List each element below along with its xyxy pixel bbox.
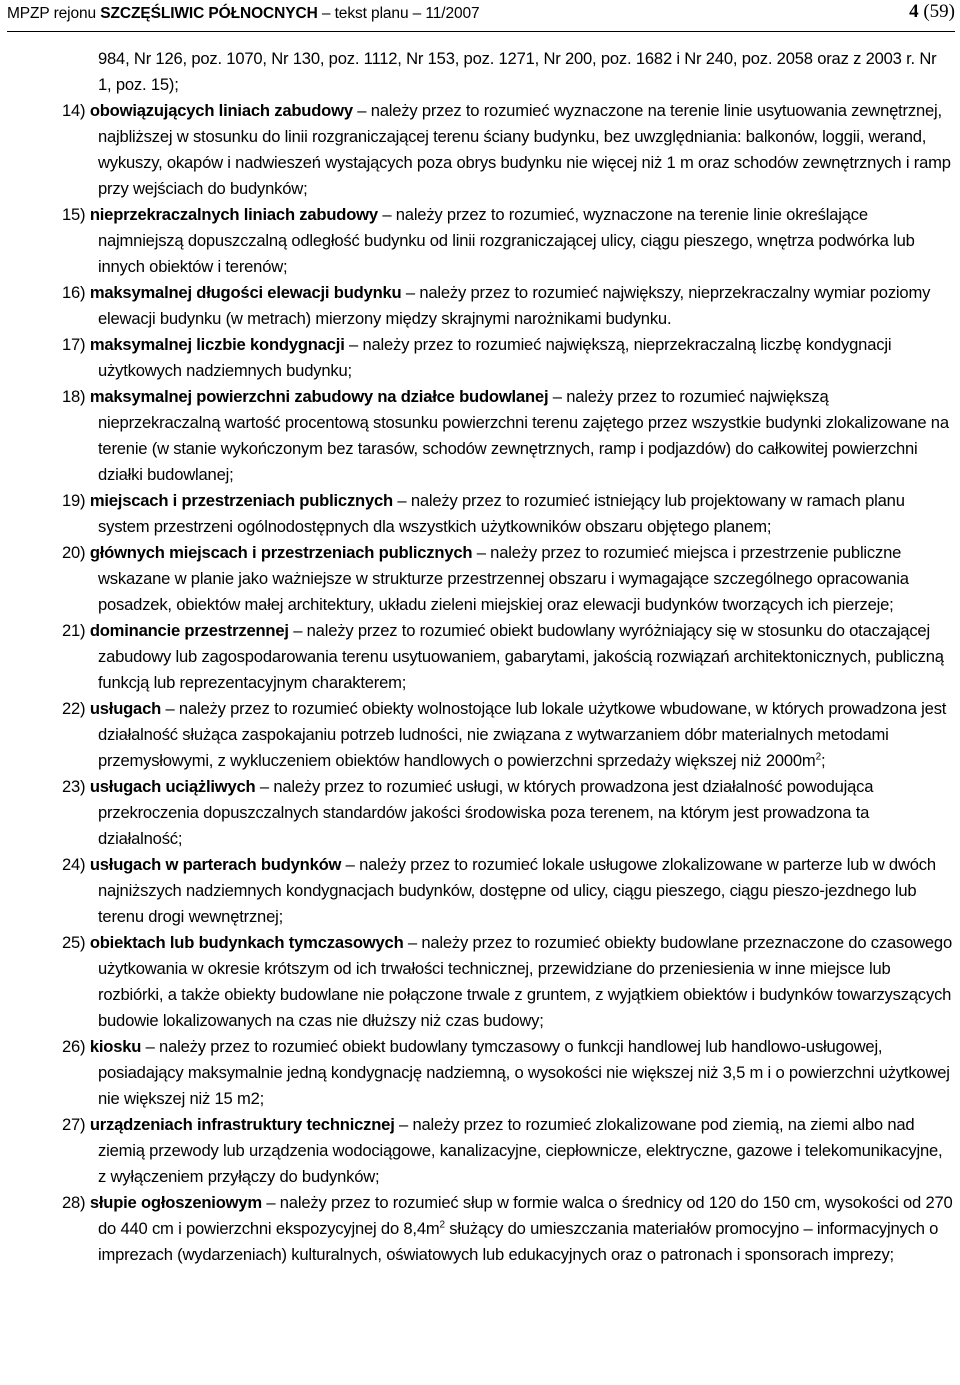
definition-text: – należy przez to rozumieć największą nieprzekraczalną wartość procentową stosunku powierzchni terenu zajętego przez wszystkie budynki zlokalizowane na terenie (w stanie wykończonym bez tarasów, schodów zewnętrznych, ramp i podjazdów) do całkowitej powierzchni działki budowlanej; (98, 387, 949, 484)
definition-text: – należy przez to rozumieć miejsca i przestrzenie publiczne wskazane w planie jako ważniejsze w strukturze przestrzennej obszaru i wymagające szczególnego opracowania posadzek, obiektów małej architektury, układu zieleni miejskiej oraz elewacji budynków tworzących ich pierzeje; (98, 543, 909, 614)
definition-number: 14) (62, 101, 86, 120)
definition-number: 24) (62, 855, 86, 874)
definition-item (62, 852, 954, 930)
definition-item (62, 332, 954, 384)
definition-item (62, 98, 954, 202)
definition-term: obiektach lub budynkach tymczasowych (89, 933, 404, 952)
definition-text: – należy przez to rozumieć zlokalizowane pod ziemią, na ziemi albo nad ziemią przewody lub urządzenia wodociągowe, kanalizacyjne, ciepłownicze, elektryczne, gazowe i telekomunikacyjne, z wyłączeniem przyłączy do budynków; (98, 1115, 943, 1186)
definition-item (62, 1190, 954, 1268)
definition-item (62, 618, 954, 696)
page-total: (59) (923, 1, 955, 22)
definition-text-after: ; (820, 751, 826, 770)
definition-text: – należy przez to rozumieć wyznaczone na terenie linie usytuowania zewnętrznej, najbliższej w stosunku do linii rozgraniczającej terenu ściany budynku, bez uwzględniania: balkonów, loggii, werand, wykuszy, okapów i nadwieszeń wystających poza obrys budynku nie więcej niż 1 m oraz schodów zewnętrznych i ramp przy wejściach do budynków; (98, 101, 951, 198)
definition-item (62, 930, 954, 1034)
definition-number: 28) (62, 1193, 86, 1212)
definition-term: usługach (89, 699, 162, 718)
page-header (7, 0, 955, 32)
definition-text: – należy przez to rozumieć obiekty budowlane przeznaczone do czasowego użytkowania w okresie krótszym od ich trwałości technicznej, przewidziane do przeniesienia w inne miejsce lub rozbiórki, a także obiekty budowlane nie połączone trwale z gruntem, z wyjątkiem obiektów i budynków towarzyszących budowie lokalizowanych na czas nie dłuższy niż czas budowy; (98, 933, 952, 1030)
definition-number: 27) (62, 1115, 86, 1134)
page-number (909, 1, 955, 23)
definition-item (62, 696, 954, 774)
definition-number: 15) (62, 205, 86, 224)
definition-term: nieprzekraczalnych liniach zabudowy (89, 205, 378, 224)
definition-term: obowiązujących liniach zabudowy (89, 101, 353, 120)
title-area: SZCZĘŚLIWIC PÓŁNOCNYCH (100, 5, 318, 22)
definition-item (62, 774, 954, 852)
definition-term: maksymalnej powierzchni zabudowy na działce budowlanej (89, 387, 549, 406)
definition-number: 26) (62, 1037, 86, 1056)
definition-term: maksymalnej długości elewacji budynku (89, 283, 402, 302)
definition-text: – należy przez to rozumieć, wyznaczone na terenie linie określające najmniejszą dopuszczalną odległość budynku od linii rozgraniczającej ulicy, ciągu pieszego, wnętrza podwórka lub innych obiektów i terenów; (98, 205, 915, 276)
definition-text: – należy przez to rozumieć słup w formie walca o średnicy od 120 do 150 cm, wysokości od 270 do 440 cm i powierzchni ekspozycyjnej do 8,4m (98, 1193, 953, 1238)
definition-item (62, 384, 954, 488)
definition-text: – należy przez to rozumieć usługi, w których prowadzona jest działalność powodująca przekroczenia dopuszczalnych standardów jakości środowiska poza terenem, na którym jest prowadzona ta działalność; (98, 777, 874, 848)
definition-text: – należy przez to rozumieć obiekt budowlany tymczasowy o funkcji handlowej lub handlowo-usługowej, posiadający maksymalnie jedną kondygnację nadziemną, o wysokości nie większej niż 3,5 m i o powierzchni użytkowej nie większej niż 15 m2; (98, 1037, 950, 1108)
definition-number: 19) (62, 491, 86, 510)
definition-term: usługach w parterach budynków (89, 855, 342, 874)
definition-item (62, 202, 954, 280)
page-current: 4 (909, 1, 919, 22)
definition-text: – należy przez to rozumieć największy, nieprzekraczalny wymiar poziomy elewacji budynku (w metrach) mierzony między skrajnymi narożnikami budynku. (98, 283, 931, 328)
definition-number: 25) (62, 933, 86, 952)
definition-number: 18) (62, 387, 86, 406)
definition-text: – należy przez to rozumieć największą, nieprzekraczalną liczbę kondygnacji użytkowych nadziemnych budynku; (98, 335, 892, 380)
definition-text: – należy przez to rozumieć lokale usługowe zlokalizowane w parterze lub w dwóch najniższych nadziemnych kondygnacjach budynków, dostępne od ulicy, ciągu pieszego, ciągu pieszo-jezdnego lub terenu drogi wewnętrznej; (98, 855, 936, 926)
definition-term: słupie ogłoszeniowym (89, 1193, 262, 1212)
definition-item (62, 1034, 954, 1112)
definition-term: kiosku (89, 1037, 142, 1056)
definition-term: urządzeniach infrastruktury technicznej (89, 1115, 395, 1134)
superscript: 2 (815, 751, 821, 763)
intro-continuation: 984, Nr 126, poz. 1070, Nr 130, poz. 1112, Nr 153, poz. 1271, Nr 200, poz. 1682 i Nr 240, poz. 2058 oraz z 2003 r. Nr 1, poz. 15); (98, 49, 937, 94)
definition-number: 21) (62, 621, 86, 640)
document-title (7, 5, 480, 23)
definitions-list (62, 98, 954, 1268)
definition-number: 16) (62, 283, 86, 302)
definition-term: maksymalnej liczbie kondygnacji (89, 335, 345, 354)
definition-number: 22) (62, 699, 86, 718)
title-prefix: MPZP rejonu (7, 5, 101, 22)
definition-item (62, 488, 954, 540)
definition-text-after: służący do umieszczania materiałów promocyjno – informacyjnych o imprezach (wydarzeniach) kulturalnych, oświatowych lub edukacyjnych oraz o patronach i sponsorach imprezy; (98, 1219, 939, 1264)
definition-number: 17) (62, 335, 86, 354)
definition-term: głównych miejscach i przestrzeniach publicznych (89, 543, 473, 562)
title-suffix: – tekst planu – 11/2007 (317, 5, 480, 22)
definition-term: usługach uciążliwych (89, 777, 256, 796)
definition-term: miejscach i przestrzeniach publicznych (89, 491, 393, 510)
definition-number: 20) (62, 543, 86, 562)
definition-term: dominancie przestrzennej (89, 621, 289, 640)
definition-item (62, 540, 954, 618)
definition-text: – należy przez to rozumieć obiekt budowlany wyróżniający się w stosunku do otaczającej zabudowy lub zagospodarowania terenu usytuowaniem, gabarytami, jakością rozwiązań architektonicznych, publiczną funkcją lub reprezentacyjnym charakterem; (98, 621, 944, 692)
document-body (62, 46, 954, 1268)
definition-number: 23) (62, 777, 86, 796)
definition-text: – należy przez to rozumieć obiekty wolnostojące lub lokale użytkowe wbudowane, w których prowadzona jest działalność służąca zaspokajaniu potrzeb ludności, nie związana z wytwarzaniem dóbr materialnych metodami przemysłowymi, z wykluczeniem obiektów handlowych o powierzchni sprzedaży większej niż 2000m (98, 699, 947, 770)
definition-item (62, 1112, 954, 1190)
definition-item (62, 280, 954, 332)
superscript: 2 (439, 1219, 445, 1231)
definition-text: – należy przez to rozumieć istniejący lub projektowany w ramach planu system przestrzeni ogólnodostępnych dla wszystkich użytkowników obszaru objętego planem; (98, 491, 905, 536)
